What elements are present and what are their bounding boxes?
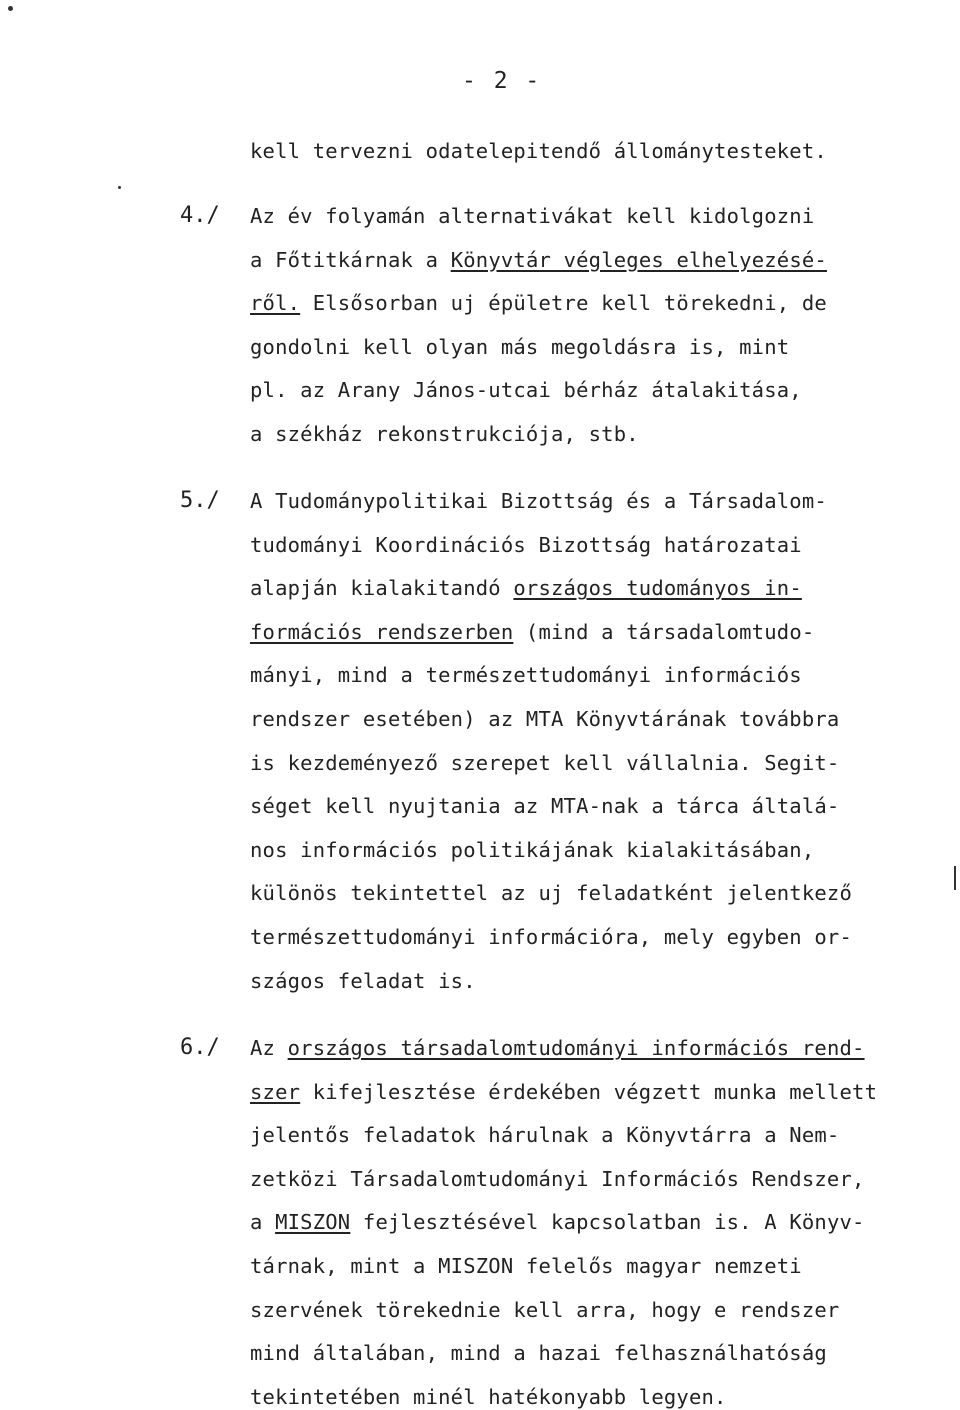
- text-line: [250, 290, 827, 316]
- text-line: [250, 1340, 827, 1366]
- text-segment: Az év folyamán alternativákat kell kidolgozni: [250, 204, 815, 228]
- item-number: 6./: [180, 1035, 220, 1060]
- text-line: [250, 968, 476, 994]
- text-line: [250, 619, 814, 645]
- text-segment: különös tekintettel az uj feladatként jelentkező: [250, 881, 853, 906]
- text-segment: nos információs politikájának kialakitásában,: [250, 837, 815, 862]
- text-segment: gondolni kell olyan más megoldásra is, mint: [250, 334, 790, 359]
- underlined-text: ről.: [250, 291, 301, 315]
- text-segment: Elsősorban uj épületre kell törekedni, de: [300, 291, 827, 315]
- underlined-text: szer: [250, 1079, 301, 1104]
- text-segment: tudományi Koordinációs Bizottság határozatai: [250, 532, 802, 557]
- text-line: [250, 575, 802, 601]
- text-segment: is kezdeményező szerepet kell vállalnia. Segit-: [250, 750, 840, 775]
- text-segment: tárnak, mint a MISZON felelős magyar nemzeti: [250, 1254, 802, 1278]
- text-segment: rendszer esetében) az MTA Könyvtárának továbbra: [250, 707, 840, 731]
- item-number: 4./: [180, 203, 220, 228]
- text-line: [250, 1079, 877, 1105]
- text-line: [250, 532, 802, 558]
- text-segment: pl. az Arany János-utcai bérház átalakitása,: [250, 378, 802, 402]
- text-segment: szervének törekednie kell arra, hogy e rendszer: [250, 1297, 840, 1322]
- text-segment: a: [250, 1210, 276, 1235]
- text-line: [250, 488, 827, 514]
- text-line: kell tervezni odatelepitendő állománytesteket.: [250, 139, 827, 163]
- text-line: [250, 334, 789, 360]
- text-segment: fejlesztésével kapcsolatban is. A Könyv-: [350, 1210, 865, 1235]
- text-segment: természettudományi információra, mely egyben or-: [250, 925, 853, 949]
- text-line: [250, 1166, 865, 1192]
- text-line: [250, 750, 839, 776]
- scan-speck: [118, 186, 121, 189]
- text-line: [250, 1253, 802, 1279]
- text-line: [250, 837, 814, 863]
- text-segment: mányi, mind a természettudományi információs: [250, 663, 802, 688]
- text-segment: jelentős feladatok hárulnak a Könyvtárra a Nem-: [250, 1123, 840, 1148]
- text-segment: a székház rekonstrukciója, stb.: [250, 421, 639, 446]
- text-segment: tekintetében minél hatékonyabb legyen.: [250, 1384, 727, 1409]
- text-line: [250, 377, 802, 403]
- text-segment: séget kell nyujtania az MTA-nak a tárca általá-: [250, 794, 840, 819]
- text-line: [250, 1209, 865, 1235]
- text-line: [250, 880, 852, 906]
- text-line: [250, 203, 814, 229]
- text-line: [250, 1122, 839, 1148]
- text-line: [250, 1297, 839, 1323]
- text-line: [250, 924, 852, 950]
- text-segment: (mind a társadalomtudo-: [513, 619, 815, 644]
- text-line: [250, 793, 839, 819]
- underlined-text: Könyvtár végleges elhelyezésé-: [450, 247, 827, 272]
- text-segment: A Tudománypolitikai Bizottság és a Társadalom-: [250, 489, 827, 513]
- underlined-text: országos társadalomtudományi információs rend-: [287, 1036, 865, 1060]
- scan-speck: [8, 6, 13, 11]
- text-line: [250, 662, 802, 688]
- page-number: - 2 -: [462, 68, 542, 94]
- text-line: [250, 706, 839, 732]
- text-segment: kifejlesztése érdekében végzett munka mellett: [300, 1079, 878, 1104]
- item-number: 5./: [180, 488, 220, 513]
- text-line: [250, 1384, 727, 1410]
- underlined-text: országos tudományos in-: [513, 576, 802, 601]
- underlined-text: formációs rendszerben: [250, 619, 514, 644]
- text-line: [250, 1035, 865, 1061]
- text-line: [250, 247, 827, 273]
- text-segment: mind általában, mind a hazai felhasználhatóság: [250, 1341, 827, 1366]
- margin-mark: [954, 866, 956, 890]
- text-segment: a Főtitkárnak a: [250, 247, 451, 272]
- text-segment: Az: [250, 1036, 288, 1060]
- underlined-text: MISZON: [275, 1210, 351, 1235]
- text-segment: zetközi Társadalomtudományi Információs Rendszer,: [250, 1166, 865, 1191]
- text-line: [250, 421, 639, 447]
- text-segment: alapján kialakitandó: [250, 576, 514, 601]
- text-segment: szágos feladat is.: [250, 968, 476, 993]
